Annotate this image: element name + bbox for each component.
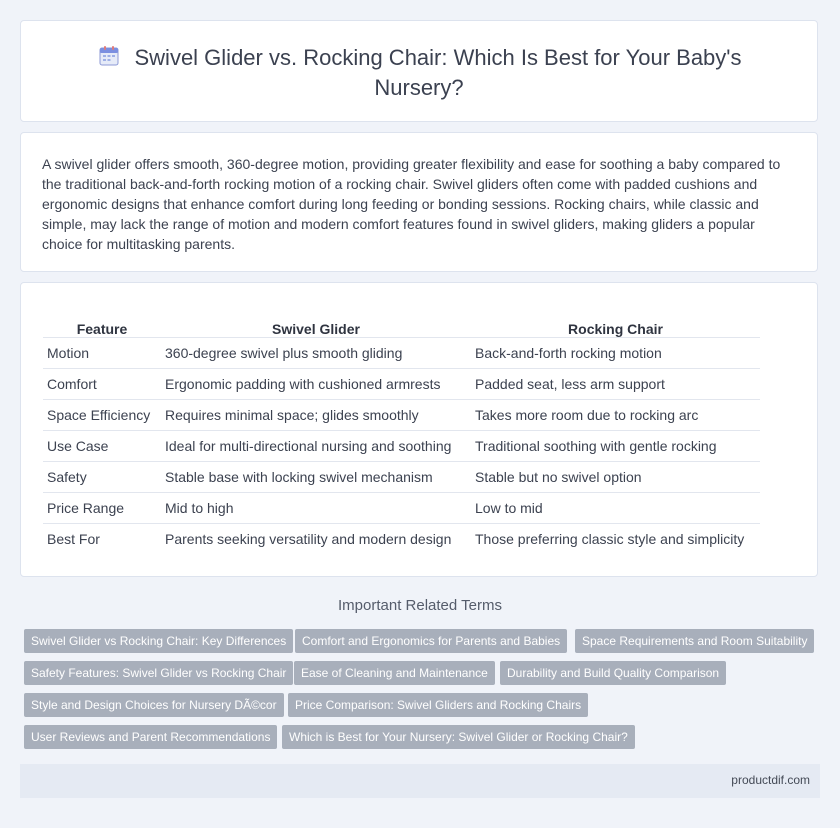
table-row [43, 400, 760, 431]
header-feature: Feature [76, 321, 128, 337]
row-swivel-glider: Ergonomic padding with cushioned armrests [161, 369, 471, 400]
row-swivel-glider: 360-degree swivel plus smooth gliding [161, 338, 471, 369]
related-tag[interactable]: Safety Features: Swivel Glider vs Rocking Chair [24, 661, 293, 685]
row-feature: Comfort [43, 369, 161, 400]
title-line-1: Swivel Glider vs. Rocking Chair: Which Is Best for Your Baby's [134, 45, 742, 70]
intro-paragraph: A swivel glider offers smooth, 360-degree motion, providing greater flexibility and ease for soothing a baby compared to the traditional back-and-forth rocking motion of a rocking chair. Swivel gliders often come with padded cushions and ergonomic designs that enhance comfort during long feeding or bonding sessions. Rocking chairs, while classic and simple, may lack the range of motion and modern comfort features found in swivel gliders, making gliders a popular choice for multitasking parents. [42, 156, 781, 252]
table-header-row [43, 315, 760, 338]
row-swivel-glider: Ideal for multi-directional nursing and soothing [161, 431, 471, 462]
table-row [43, 524, 760, 555]
header-rocking-chair: Rocking Chair [568, 321, 663, 337]
row-swivel-glider: Mid to high [161, 493, 471, 524]
row-rocking-chair: Stable but no swivel option [471, 462, 760, 493]
table-row [43, 462, 760, 493]
row-rocking-chair: Low to mid [471, 493, 760, 524]
title-line-2: Nursery? [374, 75, 464, 100]
row-rocking-chair: Back-and-forth rocking motion [471, 338, 760, 369]
header-card [20, 20, 818, 122]
row-swivel-glider: Requires minimal space; glides smoothly [161, 400, 471, 431]
row-rocking-chair: Padded seat, less arm support [471, 369, 760, 400]
table-row [43, 338, 760, 369]
row-feature: Price Range [43, 493, 161, 524]
related-tag[interactable]: User Reviews and Parent Recommendations [24, 725, 277, 749]
row-feature: Safety [43, 462, 161, 493]
row-feature: Use Case [43, 431, 161, 462]
row-rocking-chair: Traditional soothing with gentle rocking [471, 431, 760, 462]
related-tag[interactable]: Durability and Build Quality Comparison [500, 661, 726, 685]
row-swivel-glider: Stable base with locking swivel mechanism [161, 462, 471, 493]
row-rocking-chair: Takes more room due to rocking arc [471, 400, 760, 431]
related-tag[interactable]: Ease of Cleaning and Maintenance [294, 661, 495, 685]
row-feature: Space Efficiency [43, 400, 161, 431]
table-row [43, 431, 760, 462]
row-rocking-chair: Those preferring classic style and simplicity [471, 524, 760, 555]
row-feature: Best For [43, 524, 161, 555]
comparison-table [43, 315, 760, 554]
header-swivel-glider: Swivel Glider [272, 321, 360, 337]
comparison-card [20, 282, 818, 577]
table-row [43, 493, 760, 524]
footer [20, 764, 820, 798]
related-tag[interactable]: Which is Best for Your Nursery: Swivel Glider or Rocking Chair? [282, 725, 635, 749]
calendar-icon [97, 44, 121, 68]
related-tag[interactable]: Swivel Glider vs Rocking Chair: Key Differences [24, 629, 293, 653]
related-tag[interactable]: Style and Design Choices for Nursery DÃ©cor [24, 693, 284, 717]
row-swivel-glider: Parents seeking versatility and modern design [161, 524, 471, 555]
intro-card [20, 132, 818, 272]
row-feature: Motion [43, 338, 161, 369]
table-row [43, 369, 760, 400]
related-terms-title: Important Related Terms [338, 597, 502, 614]
related-tag[interactable]: Space Requirements and Room Suitability [575, 629, 814, 653]
related-tag[interactable]: Comfort and Ergonomics for Parents and Babies [295, 629, 567, 653]
footer-site: productdif.com [731, 773, 810, 787]
related-tag[interactable]: Price Comparison: Swivel Gliders and Rocking Chairs [288, 693, 588, 717]
page-title [21, 43, 817, 103]
